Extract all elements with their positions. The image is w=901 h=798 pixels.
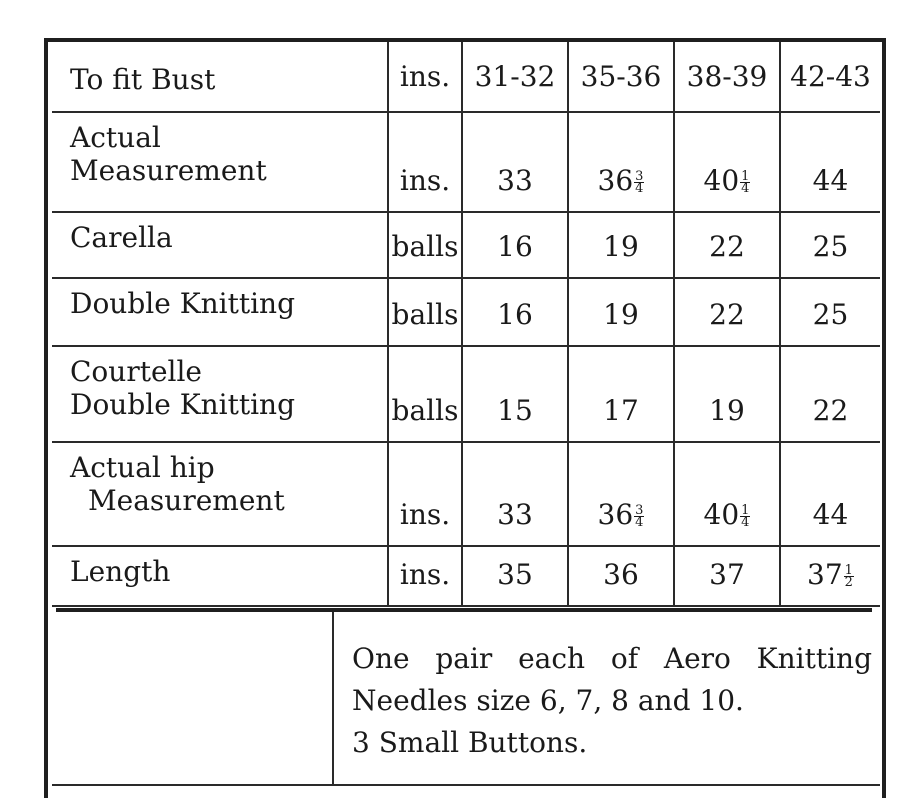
fraction-denominator: 2 <box>844 575 853 590</box>
cell-value: 33 <box>497 164 533 197</box>
table-cell: 25 <box>780 278 880 346</box>
table-cell: 37 <box>674 546 780 606</box>
size-table <box>52 42 880 607</box>
table-row <box>52 346 880 442</box>
row-label-line: Measurement <box>70 154 267 187</box>
cell-value: 40 <box>703 498 740 531</box>
pattern-sheet <box>44 38 886 798</box>
materials-line: One pair each of Aero Knitting <box>352 642 872 675</box>
header-unit: ins. <box>388 42 462 112</box>
row-label <box>52 546 388 606</box>
header-label: To fit Bust <box>52 42 388 112</box>
size-header: 31-32 <box>462 42 568 112</box>
row-label <box>52 278 388 346</box>
row-unit: ins. <box>388 112 462 212</box>
fraction-numerator: 3 <box>635 169 644 184</box>
cell-value: 33 <box>497 498 533 531</box>
row-label <box>52 112 388 212</box>
row-label-line: Actual hip <box>70 451 215 484</box>
table-cell <box>462 112 568 212</box>
fraction <box>740 505 750 528</box>
fraction-numerator: 1 <box>741 169 750 184</box>
table-row <box>52 112 880 212</box>
fraction-numerator: 1 <box>741 503 750 518</box>
cell-value: 36 <box>597 164 634 197</box>
table-cell <box>674 112 780 212</box>
table-cell <box>780 546 880 606</box>
table-row <box>52 212 880 278</box>
row-unit: ins. <box>388 546 462 606</box>
table-cell: 19 <box>674 346 780 442</box>
table-row <box>52 278 880 346</box>
table-cell: 16 <box>462 278 568 346</box>
table-cell: 22 <box>674 212 780 278</box>
row-label-line: Double Knitting <box>70 287 296 320</box>
table-cell: 17 <box>568 346 674 442</box>
fraction-numerator: 3 <box>635 503 644 518</box>
row-label-line: Courtelle <box>70 355 203 388</box>
fraction <box>844 565 854 588</box>
row-unit: balls <box>388 212 462 278</box>
fraction <box>634 505 644 528</box>
table-row <box>52 442 880 546</box>
empty-panel <box>52 612 334 786</box>
cell-value: 37 <box>807 558 843 591</box>
table-cell: 36 <box>568 546 674 606</box>
table-cell <box>568 442 674 546</box>
table-cell: 22 <box>780 346 880 442</box>
cell-value: 44 <box>812 164 849 197</box>
table-cell <box>568 112 674 212</box>
row-label <box>52 442 388 546</box>
row-label <box>52 346 388 442</box>
size-header: 38-39 <box>674 42 780 112</box>
materials-text <box>352 638 872 764</box>
table-row <box>52 546 880 606</box>
materials-line: 3 Small Buttons. <box>352 726 588 759</box>
row-label-line: Actual <box>70 121 161 154</box>
table-cell: 19 <box>568 278 674 346</box>
row-unit: balls <box>388 278 462 346</box>
size-header: 35-36 <box>568 42 674 112</box>
table-cell <box>780 442 880 546</box>
table-cell <box>674 442 780 546</box>
fraction-denominator: 4 <box>741 181 750 196</box>
table-cell: 22 <box>674 278 780 346</box>
table-cell: 25 <box>780 212 880 278</box>
row-label <box>52 212 388 278</box>
cell-value: 36 <box>597 498 634 531</box>
row-label-line: Measurement <box>88 484 285 517</box>
fraction <box>740 171 750 194</box>
row-unit: ins. <box>388 442 462 546</box>
table-cell: 16 <box>462 212 568 278</box>
header-row <box>52 42 880 112</box>
row-label-line: Double Knitting <box>70 388 296 421</box>
cell-value: 40 <box>703 164 740 197</box>
row-label-line: Carella <box>70 221 173 254</box>
materials-line: Needles size 6, 7, 8 and 10. <box>352 684 744 717</box>
table-cell: 15 <box>462 346 568 442</box>
fraction-denominator: 4 <box>741 515 750 530</box>
row-unit: balls <box>388 346 462 442</box>
size-header: 42-43 <box>780 42 880 112</box>
fraction-denominator: 4 <box>635 181 644 196</box>
table-cell <box>780 112 880 212</box>
table-cell <box>462 442 568 546</box>
table-cell: 19 <box>568 212 674 278</box>
fraction <box>634 171 644 194</box>
row-label-line: Length <box>70 555 171 588</box>
fraction-numerator: 1 <box>844 563 853 578</box>
cell-value: 44 <box>812 498 849 531</box>
fraction-denominator: 4 <box>635 515 644 530</box>
table-cell: 35 <box>462 546 568 606</box>
